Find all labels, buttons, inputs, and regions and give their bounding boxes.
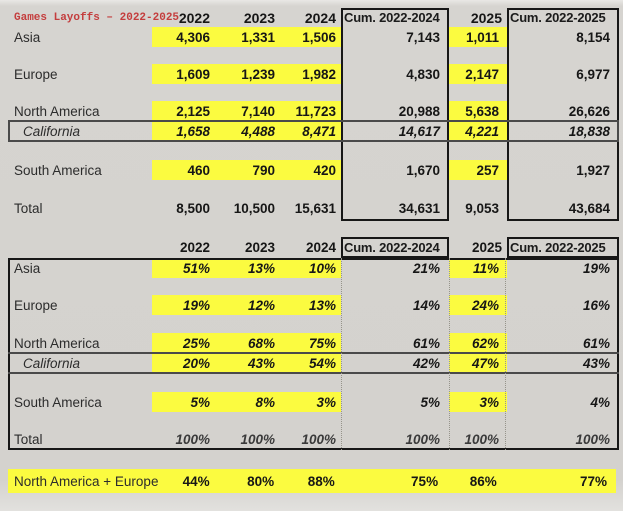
table-cell: 21% [412, 260, 440, 276]
column-header: 2024 [304, 9, 336, 26]
table-cell: 16% [582, 297, 610, 313]
table-cell: 2,125 [152, 101, 215, 121]
column-header: 2025 [470, 9, 502, 26]
table-cell: 4,306 [152, 27, 215, 47]
table-cell: 10,500 [233, 200, 275, 216]
table-cell: 61% [412, 335, 440, 351]
table-cell: 8,471 [280, 121, 341, 141]
column-header: 2024 [305, 240, 336, 255]
column-header: 2025 [471, 240, 502, 255]
summary-cell: 80% [247, 473, 275, 489]
summary-label: North America + Europe [14, 473, 159, 489]
row-label: Europe [14, 297, 58, 313]
row-label: California [23, 355, 81, 371]
report-title: Games Layoffs – 2022-2025 [14, 11, 180, 24]
report-title-cell [8, 8, 180, 27]
summary-cell: 75% [411, 473, 439, 489]
table-cell: 7,140 [215, 101, 280, 121]
column-header: Cum. 2022-2024 [344, 10, 440, 25]
row-label: North America [14, 335, 100, 351]
table-cell: 100% [575, 431, 610, 447]
table-cell: 19% [582, 260, 610, 276]
table-cell: 75% [280, 333, 341, 353]
table-cell: 14% [412, 297, 440, 313]
row-label: California [23, 123, 81, 139]
summary-cell: 88% [307, 473, 335, 489]
row-label: North America [14, 103, 100, 119]
table-cell: 19% [152, 295, 215, 315]
table-cell: 12% [215, 295, 280, 315]
table-cell: 790 [215, 160, 280, 180]
table-cell: 4,830 [406, 66, 440, 82]
row-label: South America [14, 162, 102, 178]
table-row [8, 333, 619, 353]
column-header: 2022 [178, 9, 210, 26]
table-cell: 3% [280, 392, 341, 412]
table-cell: 34,631 [398, 200, 440, 216]
table-row [8, 101, 619, 121]
table-cell: 460 [152, 160, 215, 180]
row-label: Asia [14, 29, 41, 45]
table-cell: 18,838 [568, 123, 610, 139]
layoffs-absolute-table [8, 8, 619, 218]
layoffs-percent-table [8, 237, 619, 449]
table-cell: 1,011 [449, 27, 507, 47]
table-row [8, 392, 619, 412]
table-cell: 13% [280, 295, 341, 315]
table-cell: 1,982 [280, 64, 341, 84]
table-cell: 6,977 [576, 66, 610, 82]
table-cell: 26,626 [568, 103, 610, 119]
table-cell: 420 [280, 160, 341, 180]
table-cell: 100% [240, 431, 275, 447]
table-row [8, 64, 619, 84]
table-cell: 43% [215, 353, 280, 373]
table-cell: 8,154 [576, 29, 610, 45]
table-cell: 20,988 [398, 103, 440, 119]
column-header: Cum. 2022-2025 [510, 240, 606, 255]
row-label: Asia [14, 260, 41, 276]
table-cell: 43% [582, 355, 610, 371]
row-label: Total [14, 431, 43, 447]
table-cell: 20% [152, 353, 215, 373]
table-header-row [8, 8, 619, 27]
table-cell: 11% [449, 258, 507, 278]
table-row-total [8, 198, 619, 218]
table-row-total [8, 429, 619, 449]
table-cell: 1,331 [215, 27, 280, 47]
summary-cell: 44% [182, 473, 210, 489]
table-cell: 24% [449, 295, 507, 315]
row-label: Total [14, 200, 43, 216]
table-cell: 8,500 [176, 200, 210, 216]
table-cell: 100% [464, 431, 499, 447]
row-label: Europe [14, 66, 58, 82]
table-cell: 43,684 [568, 200, 610, 216]
table-cell: 61% [582, 335, 610, 351]
table-cell: 4% [590, 394, 610, 410]
table-cell: 1,927 [576, 162, 610, 178]
table-cell: 4,488 [215, 121, 280, 141]
table-cell: 14,617 [398, 123, 440, 139]
table-cell: 10% [280, 258, 341, 278]
table-row [8, 295, 619, 315]
table-cell: 4,221 [449, 121, 507, 141]
column-header: 2023 [244, 240, 275, 255]
table-header-row [8, 237, 619, 258]
summary-row [8, 469, 616, 493]
table-cell: 5,638 [449, 101, 507, 121]
table-cell: 8% [215, 392, 280, 412]
column-header: Cum. 2022-2024 [344, 240, 440, 255]
table-cell: 5% [420, 394, 440, 410]
table-cell: 11,723 [280, 101, 341, 121]
table-cell: 15,631 [294, 200, 336, 216]
table-cell: 1,609 [152, 64, 215, 84]
table-cell: 257 [449, 160, 507, 180]
column-header: 2022 [179, 240, 210, 255]
table-cell: 100% [301, 431, 336, 447]
table-cell: 1,670 [406, 162, 440, 178]
table-row [8, 258, 619, 278]
table-cell: 62% [449, 333, 507, 353]
column-header: 2023 [243, 9, 275, 26]
table-cell: 100% [405, 431, 440, 447]
table-cell: 2,147 [449, 64, 507, 84]
summary-cell: 86% [469, 473, 497, 489]
table-cell: 9,053 [465, 200, 499, 216]
table-cell: 51% [152, 258, 215, 278]
table-cell: 1,506 [280, 27, 341, 47]
row-label: South America [14, 394, 102, 410]
table-cell: 1,658 [152, 121, 215, 141]
table-cell: 3% [449, 392, 507, 412]
table-cell: 68% [215, 333, 280, 353]
table-cell: 5% [152, 392, 215, 412]
table-cell: 42% [412, 355, 440, 371]
table-row-california [8, 121, 619, 141]
table-cell: 7,143 [406, 29, 440, 45]
table-cell: 25% [152, 333, 215, 353]
column-header: Cum. 2022-2025 [510, 10, 606, 25]
table-row-california [8, 353, 619, 373]
table-cell: 100% [175, 431, 210, 447]
table-row [8, 27, 619, 47]
empty-header-cell [8, 237, 152, 258]
table-cell: 54% [280, 353, 341, 373]
table-row [8, 160, 619, 180]
table-cell: 13% [215, 258, 280, 278]
summary-cell: 77% [579, 473, 607, 489]
table-cell: 47% [449, 353, 507, 373]
table-cell: 1,239 [215, 64, 280, 84]
